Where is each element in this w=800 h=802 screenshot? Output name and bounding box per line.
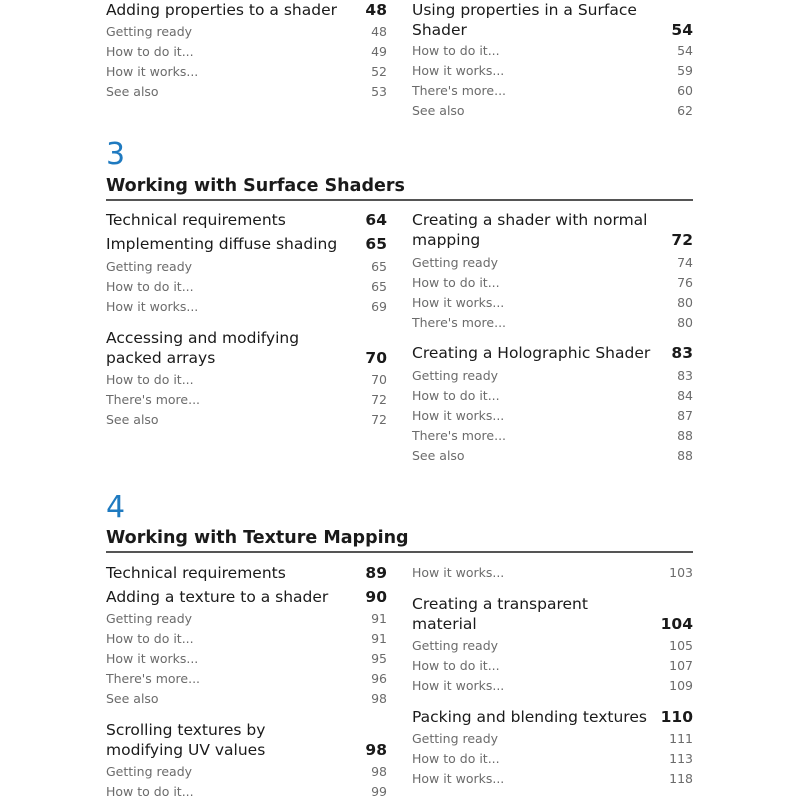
chapter-divider	[106, 551, 693, 553]
toc-entry-diffuse-shading[interactable]	[106, 234, 387, 254]
toc-subentry-label: See also	[412, 448, 465, 463]
toc-entry-page: 89	[365, 564, 387, 582]
toc-entry-title: Technical requirements	[106, 211, 286, 229]
toc-entry-title: Technical requirements	[106, 564, 286, 582]
toc-entry-page: 110	[660, 708, 693, 726]
toc-subentry[interactable]	[106, 390, 387, 410]
toc-subentry[interactable]	[412, 313, 693, 333]
toc-subentry[interactable]	[106, 609, 387, 629]
toc-entry-title: Scrolling textures by modifying UV values	[106, 721, 266, 759]
toc-subentry[interactable]	[412, 386, 693, 406]
toc-entry-title: Creating a shader with normal mapping	[412, 211, 648, 249]
toc-subentry-label: How to do it...	[106, 784, 194, 799]
toc-entry-technical-requirements[interactable]	[106, 563, 387, 583]
toc-subentry-label: See also	[106, 84, 159, 99]
toc-entry-title: Using properties in a Surface Shader	[412, 1, 637, 39]
toc-entry-transparent-material[interactable]	[412, 594, 693, 634]
toc-subentry[interactable]	[106, 277, 387, 297]
toc-subentry-page: 72	[371, 392, 387, 407]
toc-subentry[interactable]	[412, 563, 693, 583]
toc-entry-holographic-shader[interactable]	[412, 343, 693, 363]
toc-subentry[interactable]	[412, 426, 693, 446]
toc-subentry-page: 60	[677, 83, 693, 98]
toc-entry-title: Adding a texture to a shader	[106, 588, 329, 606]
toc-subentry-label: There's more...	[412, 83, 507, 98]
toc-subentry-page: 88	[677, 448, 693, 463]
toc-subentry[interactable]	[412, 41, 693, 61]
toc-subentry[interactable]	[412, 293, 693, 313]
toc-subentry[interactable]	[412, 769, 693, 789]
toc-subentry-page: 95	[371, 651, 387, 666]
toc-subentry[interactable]	[412, 81, 693, 101]
toc-subentry-page: 113	[669, 751, 693, 766]
toc-subentry-page: 83	[677, 368, 693, 383]
toc-entry-technical-requirements[interactable]	[106, 210, 387, 230]
chapter-title[interactable]: Working with Surface Shaders	[106, 176, 405, 196]
toc-entry-page: 90	[365, 588, 387, 606]
toc-subentry-page: 62	[677, 103, 693, 118]
toc-subentry-page: 74	[677, 255, 693, 270]
toc-subentry[interactable]	[412, 406, 693, 426]
toc-subentry[interactable]	[412, 636, 693, 656]
toc-subentry-page: 99	[371, 784, 387, 799]
toc-entry-page: 104	[660, 615, 693, 633]
toc-subentry-page: 72	[371, 412, 387, 427]
toc-entry-page: 48	[365, 1, 387, 19]
toc-entry-packed-arrays[interactable]	[106, 328, 387, 368]
toc-subentry[interactable]	[106, 629, 387, 649]
toc-subentry-label: How it works...	[106, 299, 199, 314]
toc-entry-adding-texture[interactable]	[106, 587, 387, 607]
toc-subentry-label: How to do it...	[106, 631, 194, 646]
toc-subentry[interactable]	[412, 61, 693, 81]
toc-entry-page: 98	[365, 741, 387, 759]
toc-entry-title: Creating a transparent material	[412, 595, 588, 633]
toc-subentry-page: 103	[669, 565, 693, 580]
toc-entry-page: 83	[671, 344, 693, 362]
toc-subentry-page: 107	[669, 658, 693, 673]
toc-subentry-page: 96	[371, 671, 387, 686]
toc-subentry-label: How to do it...	[106, 372, 194, 387]
toc-subentry[interactable]	[106, 649, 387, 669]
toc-entry-packing-blending[interactable]	[412, 707, 693, 727]
toc-subentry-page: 76	[677, 275, 693, 290]
toc-subentry-page: 49	[371, 44, 387, 59]
toc-subentry-label: How to do it...	[412, 275, 500, 290]
toc-subentry-label: Getting ready	[412, 368, 499, 383]
toc-entry-title: Packing and blending textures	[412, 708, 647, 726]
toc-subentry-label: There's more...	[106, 392, 201, 407]
toc-subentry[interactable]	[106, 62, 387, 82]
toc-subentry-label: There's more...	[412, 315, 507, 330]
toc-subentry[interactable]	[106, 22, 387, 42]
toc-subentry[interactable]	[412, 446, 693, 466]
toc-subentry-label: See also	[106, 412, 159, 427]
toc-subentry[interactable]	[106, 410, 387, 430]
toc-entry-title: Accessing and modifying packed arrays	[106, 329, 300, 367]
toc-subentry[interactable]	[106, 762, 387, 782]
toc-subentry[interactable]	[412, 366, 693, 386]
toc-subentry-page: 54	[677, 43, 693, 58]
toc-subentry-page: 91	[371, 631, 387, 646]
toc-subentry[interactable]	[412, 676, 693, 696]
toc-subentry-label: Getting ready	[412, 638, 499, 653]
toc-subentry-label: Getting ready	[106, 611, 193, 626]
toc-subentry-page: 69	[371, 299, 387, 314]
toc-subentry-page: 70	[371, 372, 387, 387]
toc-subentry-page: 88	[677, 428, 693, 443]
toc-subentry[interactable]	[412, 656, 693, 676]
toc-entry-normal-mapping[interactable]	[412, 210, 693, 250]
toc-subentry-label: How to do it...	[106, 44, 194, 59]
toc-subentry-label: Getting ready	[106, 24, 193, 39]
toc-subentry[interactable]	[106, 370, 387, 390]
toc-entry-page: 54	[671, 21, 693, 39]
toc-subentry-label: How it works...	[412, 565, 505, 580]
toc-subentry-label: How it works...	[412, 63, 505, 78]
toc-subentry-label: How to do it...	[412, 43, 500, 58]
toc-entry-scrolling-textures[interactable]	[106, 720, 387, 760]
toc-subentry-page: 65	[371, 279, 387, 294]
toc-subentry-label: Getting ready	[412, 731, 499, 746]
toc-subentry-label: See also	[106, 691, 159, 706]
toc-subentry[interactable]	[106, 42, 387, 62]
toc-subentry-page: 98	[371, 764, 387, 779]
toc-entry-page: 64	[365, 211, 387, 229]
toc-subentry-label: How it works...	[412, 408, 505, 423]
toc-subentry-page: 84	[677, 388, 693, 403]
toc-subentry-label: How it works...	[412, 678, 505, 693]
toc-subentry-label: How to do it...	[412, 388, 500, 403]
toc-subentry[interactable]	[106, 669, 387, 689]
toc-subentry-page: 65	[371, 259, 387, 274]
toc-subentry-page: 48	[371, 24, 387, 39]
toc-subentry-label: How to do it...	[412, 751, 500, 766]
toc-entry-page: 65	[365, 235, 387, 253]
toc-subentry-label: Getting ready	[106, 764, 193, 779]
toc-subentry-label: How it works...	[106, 651, 199, 666]
toc-subentry-page: 91	[371, 611, 387, 626]
toc-subentry-page: 53	[371, 84, 387, 99]
toc-subentry[interactable]	[106, 297, 387, 317]
toc-subentry-page: 105	[669, 638, 693, 653]
toc-subentry[interactable]	[412, 253, 693, 273]
toc-subentry[interactable]	[106, 257, 387, 277]
toc-subentry-label: There's more...	[106, 671, 201, 686]
toc-subentry-label: How to do it...	[412, 658, 500, 673]
toc-subentry-label: There's more...	[412, 428, 507, 443]
chapter-number: 4	[106, 490, 126, 525]
toc-subentry[interactable]	[412, 273, 693, 293]
toc-entry-page: 70	[365, 349, 387, 367]
toc-subentry-label: How it works...	[106, 64, 199, 79]
toc-entry-page: 72	[671, 231, 693, 249]
toc-subentry[interactable]	[412, 729, 693, 749]
toc-subentry-page: 52	[371, 64, 387, 79]
toc-entry-title: Creating a Holographic Shader	[412, 344, 651, 362]
toc-subentry-label: See also	[412, 103, 465, 118]
toc-subentry-label: How it works...	[412, 771, 505, 786]
toc-subentry[interactable]	[106, 782, 387, 802]
toc-subentry-page: 59	[677, 63, 693, 78]
toc-entry-adding-properties[interactable]	[106, 0, 387, 20]
toc-subentry[interactable]	[412, 749, 693, 769]
toc-subentry[interactable]	[106, 689, 387, 709]
toc-subentry-label: Getting ready	[106, 259, 193, 274]
toc-subentry[interactable]	[412, 101, 693, 121]
toc-subentry-page: 98	[371, 691, 387, 706]
toc-entry-title: Implementing diffuse shading	[106, 235, 338, 253]
toc-subentry-page: 109	[669, 678, 693, 693]
toc-subentry-page: 111	[669, 731, 693, 746]
chapter-divider	[106, 199, 693, 201]
toc-subentry-page: 80	[677, 315, 693, 330]
chapter-title[interactable]: Working with Texture Mapping	[106, 528, 409, 548]
toc-subentry-page: 80	[677, 295, 693, 310]
toc-subentry-label: Getting ready	[412, 255, 499, 270]
toc-subentry[interactable]	[106, 82, 387, 102]
toc-subentry-label: How to do it...	[106, 279, 194, 294]
toc-entry-using-properties[interactable]	[412, 0, 693, 40]
toc-subentry-page: 118	[669, 771, 693, 786]
toc-entry-title: Adding properties to a shader	[106, 1, 337, 19]
toc-subentry-page: 87	[677, 408, 693, 423]
chapter-number: 3	[106, 137, 126, 172]
toc-subentry-label: How it works...	[412, 295, 505, 310]
